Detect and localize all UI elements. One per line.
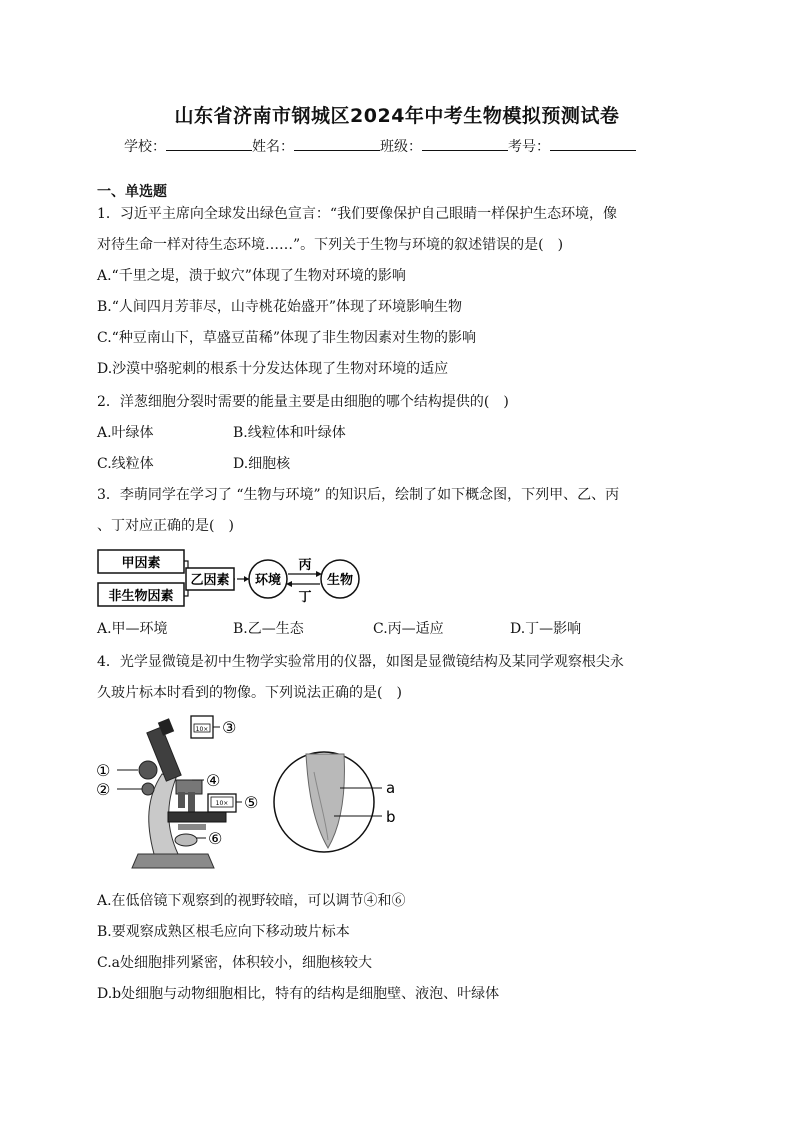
label-3: ③ bbox=[222, 718, 237, 737]
objective-1 bbox=[178, 792, 185, 808]
q3-option-c[interactable]: C.丙—适应 bbox=[373, 621, 444, 637]
circle-organism-text: 生物 bbox=[326, 573, 354, 588]
objective-2 bbox=[188, 792, 195, 812]
q4-stem-line2: 久玻片标本时看到的物像。下列说法正确的是( ) bbox=[97, 685, 402, 701]
q4-option-d[interactable]: D.b处细胞与动物细胞相比，特有的结构是细胞壁、液泡、叶绿体 bbox=[97, 986, 500, 1002]
coarse-knob bbox=[139, 761, 157, 779]
q3-option-a[interactable]: A.甲—环境 bbox=[97, 621, 168, 637]
fine-knob bbox=[142, 783, 154, 795]
nosepiece bbox=[176, 780, 202, 794]
label-a: a bbox=[386, 779, 396, 797]
q4-option-c[interactable]: C.a处细胞排列紧密，体积较小，细胞核较大 bbox=[97, 955, 373, 971]
eyepiece-lens-text: 10× bbox=[195, 726, 209, 733]
school-label: 学校： bbox=[124, 139, 166, 155]
student-info-line bbox=[124, 136, 636, 156]
box-yi-text: 乙因素 bbox=[190, 573, 230, 588]
name-label: 姓名： bbox=[252, 139, 294, 155]
q1-option-d[interactable]: D.沙漠中骆驼刺的根系十分发达体现了生物对环境的适应 bbox=[97, 361, 449, 377]
label-b: b bbox=[386, 808, 396, 826]
q2-stem: 2．洋葱细胞分裂时需要的能量主要是由细胞的哪个结构提供的( ) bbox=[97, 394, 509, 410]
q2-option-c[interactable]: C.线粒体 bbox=[97, 456, 154, 472]
microscope-stage bbox=[168, 812, 226, 822]
box-jia-text: 甲因素 bbox=[121, 556, 161, 571]
q1-option-a[interactable]: A.“千里之堤，溃于蚁穴”体现了生物对环境的影响 bbox=[97, 268, 406, 284]
q4-option-a[interactable]: A.在低倍镜下观察到的视野较暗，可以调节④和⑥ bbox=[97, 893, 406, 909]
q3-option-b[interactable]: B.乙—生态 bbox=[233, 621, 304, 637]
condenser bbox=[178, 824, 206, 830]
q2-option-d[interactable]: D.细胞核 bbox=[233, 456, 291, 472]
label-1: ① bbox=[96, 761, 111, 780]
q2-option-b[interactable]: B.线粒体和叶绿体 bbox=[233, 425, 346, 441]
q1-option-b[interactable]: B.“人间四月芳菲尽，山寺桃花始盛开”体现了环境影响生物 bbox=[97, 299, 463, 315]
microscope-base bbox=[132, 854, 214, 868]
circle-environment-text: 环境 bbox=[254, 573, 282, 588]
concept-map-diagram bbox=[96, 548, 366, 610]
q1-stem-line2: 对待生命一样对待生态环境……”。下列关于生物与环境的叙述错误的是( ) bbox=[97, 237, 564, 253]
section-heading: 一、单选题 bbox=[97, 184, 167, 200]
q1-stem-line1: 1．习近平主席向全球发出绿色宣言：“我们要像保护自己眼睛一样保护生态环境，像 bbox=[97, 206, 618, 222]
q1-option-c[interactable]: C.“种豆南山下，草盛豆苗稀”体现了非生物因素对生物的影响 bbox=[97, 330, 476, 346]
q3-stem-line1: 3．李萌同学在学习了 “生物与环境” 的知识后，绘制了如下概念图，下列甲、乙、丙 bbox=[97, 487, 620, 503]
exam-no-label: 考号： bbox=[508, 139, 550, 155]
label-4: ④ bbox=[206, 771, 221, 790]
class-label: 班级： bbox=[380, 139, 422, 155]
label-2: ② bbox=[96, 780, 111, 799]
label-6: ⑥ bbox=[208, 829, 223, 848]
q3-option-d[interactable]: D.丁—影响 bbox=[510, 621, 582, 637]
class-blank[interactable] bbox=[422, 136, 508, 151]
q3-stem-line2: 、丁对应正确的是( ) bbox=[97, 518, 234, 534]
objective-lens-text: 10× bbox=[215, 800, 229, 807]
name-blank[interactable] bbox=[294, 136, 380, 151]
q2-option-a[interactable]: A.叶绿体 bbox=[97, 425, 154, 441]
label-5: ⑤ bbox=[244, 793, 259, 812]
exam-no-blank[interactable] bbox=[550, 136, 636, 151]
mirror bbox=[175, 834, 197, 846]
school-blank[interactable] bbox=[166, 136, 252, 151]
label-bing: 丙 bbox=[298, 558, 312, 573]
q4-option-b[interactable]: B.要观察成熟区根毛应向下移动玻片标本 bbox=[97, 924, 350, 940]
exam-title: 山东省济南市钢城区2024年中考生物模拟预测试卷 bbox=[174, 105, 620, 127]
label-ding: 丁 bbox=[298, 590, 312, 605]
q4-stem-line1: 4．光学显微镜是初中生物学实验常用的仪器，如图是显微镜结构及某同学观察根尖永 bbox=[97, 654, 624, 670]
box-fei-text: 非生物因素 bbox=[108, 589, 174, 604]
microscope-figure bbox=[96, 712, 406, 880]
